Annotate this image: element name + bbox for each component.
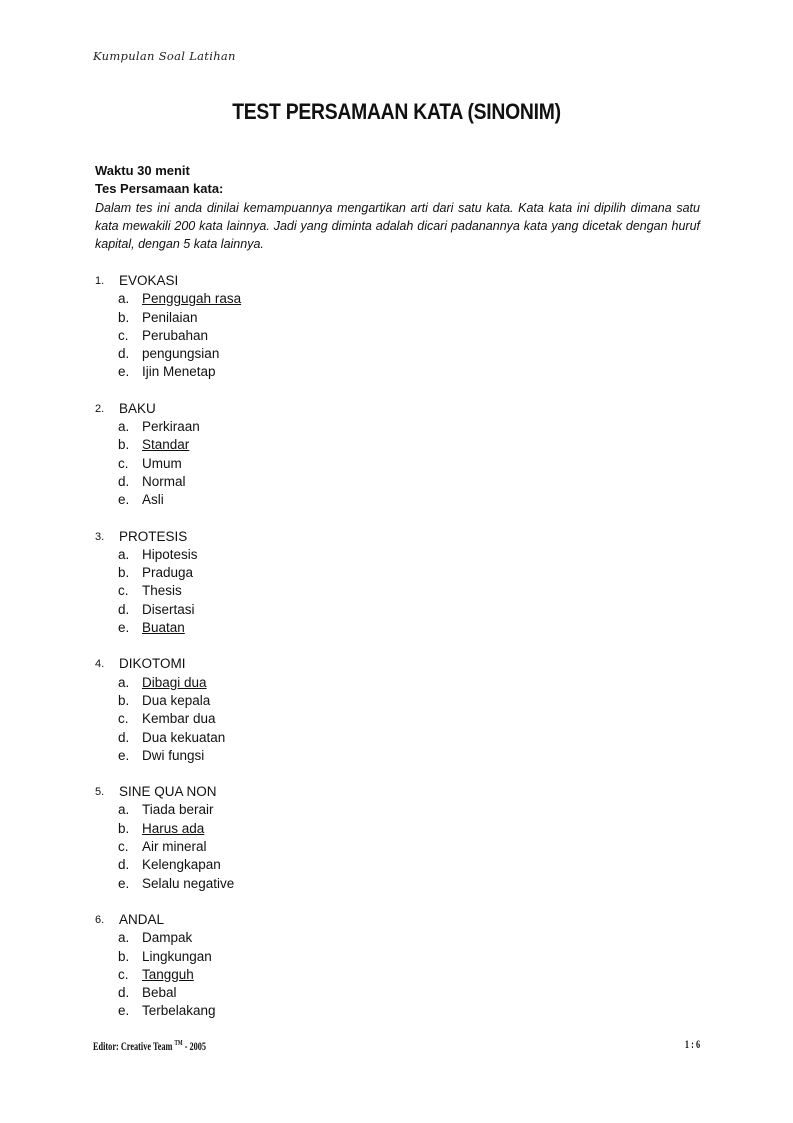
answer-option-correct <box>95 436 700 454</box>
option-text: Lingkungan <box>142 948 212 964</box>
answer-option <box>95 473 700 491</box>
option-letter: d. <box>118 473 130 489</box>
question-item <box>95 400 700 510</box>
question-number: 4. <box>95 658 105 671</box>
question-item <box>95 655 700 765</box>
option-text: Selalu negative <box>142 875 235 891</box>
question-header <box>95 911 700 929</box>
question-header <box>95 783 700 801</box>
option-letter: b. <box>118 437 130 453</box>
answer-option <box>95 1002 700 1020</box>
answer-option <box>95 363 700 381</box>
option-text: Dwi fungsi <box>142 747 205 763</box>
option-letter: d. <box>118 985 130 1001</box>
option-text: Dua kekuatan <box>142 729 226 745</box>
option-letter: a. <box>118 291 130 307</box>
question-number: 2. <box>95 402 105 415</box>
option-letter: b. <box>118 565 130 581</box>
trademark-mark: TM <box>174 1039 183 1047</box>
option-text: Tangguh <box>142 966 194 982</box>
answer-option <box>95 710 700 728</box>
option-letter: a. <box>118 802 130 818</box>
option-letter: e. <box>118 364 130 380</box>
question-item <box>95 528 700 638</box>
option-letter: c. <box>118 327 129 343</box>
answer-option <box>95 327 700 345</box>
option-text: Tiada berair <box>142 802 214 818</box>
footer-year: - 2005 <box>182 1040 207 1053</box>
answer-option <box>95 984 700 1002</box>
question-number: 5. <box>95 786 105 799</box>
answer-option-correct <box>95 290 700 308</box>
option-letter: d. <box>118 857 130 873</box>
answer-option <box>95 729 700 747</box>
footer-editor <box>93 1039 206 1053</box>
answer-option <box>95 929 700 947</box>
option-text: Asli <box>142 492 164 508</box>
option-letter: b. <box>118 820 130 836</box>
question-item <box>95 272 700 382</box>
option-letter: c. <box>118 966 129 982</box>
option-text: Disertasi <box>142 601 195 617</box>
option-letter: c. <box>118 839 129 855</box>
answer-option <box>95 345 700 363</box>
option-text: Dampak <box>142 930 193 946</box>
question-header <box>95 655 700 673</box>
question-word: EVOKASI <box>119 273 179 288</box>
answer-option <box>95 455 700 473</box>
answer-option <box>95 948 700 966</box>
answer-option <box>95 801 700 819</box>
option-letter: b. <box>118 309 130 325</box>
question-number: 6. <box>95 913 105 926</box>
option-text: Kembar dua <box>142 711 216 727</box>
answer-option <box>95 309 700 327</box>
option-letter: a. <box>118 674 130 690</box>
option-letter: c. <box>118 711 129 727</box>
option-text: Harus ada <box>142 820 205 836</box>
option-letter: e. <box>118 1003 130 1019</box>
question-word: BAKU <box>119 400 156 416</box>
question-header <box>95 400 700 418</box>
option-text: Kelengkapan <box>142 857 221 873</box>
answer-option <box>95 875 700 893</box>
test-name: Tes Persamaan kata: <box>95 181 224 197</box>
answer-option-correct <box>95 619 700 637</box>
question-word: SINE QUA NON <box>119 784 217 800</box>
answer-option <box>95 747 700 765</box>
option-letter: a. <box>118 930 130 946</box>
question-list <box>95 272 700 1039</box>
time-limit: Waktu 30 menit <box>95 163 190 178</box>
answer-option <box>95 856 700 874</box>
option-letter: c. <box>118 455 129 471</box>
option-text: Standar <box>142 437 190 453</box>
option-text: Hipotesis <box>142 546 198 562</box>
answer-option <box>95 692 700 710</box>
footer-editor-text: Editor: Creative Team <box>93 1040 173 1053</box>
option-letter: d. <box>118 601 130 617</box>
option-text: Umum <box>142 455 182 471</box>
option-text: Thesis <box>142 583 182 599</box>
answer-option <box>95 418 700 436</box>
option-text: Dua kepala <box>142 692 211 708</box>
question-number: 1. <box>95 275 105 287</box>
option-letter: e. <box>118 875 130 891</box>
option-letter: d. <box>118 729 130 745</box>
answer-option <box>95 838 700 856</box>
option-letter: a. <box>118 419 130 435</box>
question-word: PROTESIS <box>119 528 188 544</box>
option-letter: d. <box>118 346 130 362</box>
answer-option-correct <box>95 820 700 838</box>
option-text: Dibagi dua <box>142 674 207 690</box>
question-word: DIKOTOMI <box>119 656 186 672</box>
option-text: pengungsian <box>142 346 220 362</box>
running-head: Kumpulan Soal Latihan <box>93 49 236 63</box>
option-text: Penilaian <box>142 309 198 325</box>
question-number: 3. <box>95 530 105 543</box>
option-text: Penggugah rasa <box>142 291 242 307</box>
page-title: TEST PERSAMAAN KATA (SINONIM) <box>232 99 561 124</box>
answer-option-correct <box>95 966 700 984</box>
option-text: Perubahan <box>142 327 209 343</box>
question-header <box>95 272 700 290</box>
question-item <box>95 911 700 1021</box>
question-word: ANDAL <box>119 911 165 927</box>
question-header <box>95 528 700 546</box>
option-letter: b. <box>118 948 130 964</box>
option-text: Normal <box>142 473 186 489</box>
answer-option <box>95 546 700 564</box>
option-text: Ijin Menetap <box>142 364 216 380</box>
answer-option <box>95 564 700 582</box>
instructions <box>95 162 700 253</box>
answer-option <box>95 582 700 600</box>
option-text: Air mineral <box>142 839 207 855</box>
option-text: Buatan <box>142 620 185 636</box>
page-number: 1 : 6 <box>684 1039 700 1051</box>
answer-option <box>95 601 700 619</box>
option-letter: e. <box>118 492 130 508</box>
option-text: Terbelakang <box>142 1003 216 1019</box>
test-description: Dalam tes ini anda dinilai kemampuannya mengartikan arti dari satu kata. Kata kata ini dipilih dimana satu kata mewakili 200 kata lainnya. Jadi yang diminta adalah dicari padanannya kata yang dicetak dengan huruf kapital, dengan 5 kata lainnya. <box>95 200 700 252</box>
option-letter: c. <box>118 583 129 599</box>
option-text: Perkiraan <box>142 419 200 435</box>
answer-option-correct <box>95 674 700 692</box>
option-letter: e. <box>118 747 130 763</box>
answer-option <box>95 491 700 509</box>
option-letter: b. <box>118 692 130 708</box>
option-text: Praduga <box>142 565 194 581</box>
option-letter: e. <box>118 620 130 636</box>
option-letter: a. <box>118 546 130 562</box>
question-item <box>95 783 700 893</box>
option-text: Bebal <box>142 985 177 1001</box>
